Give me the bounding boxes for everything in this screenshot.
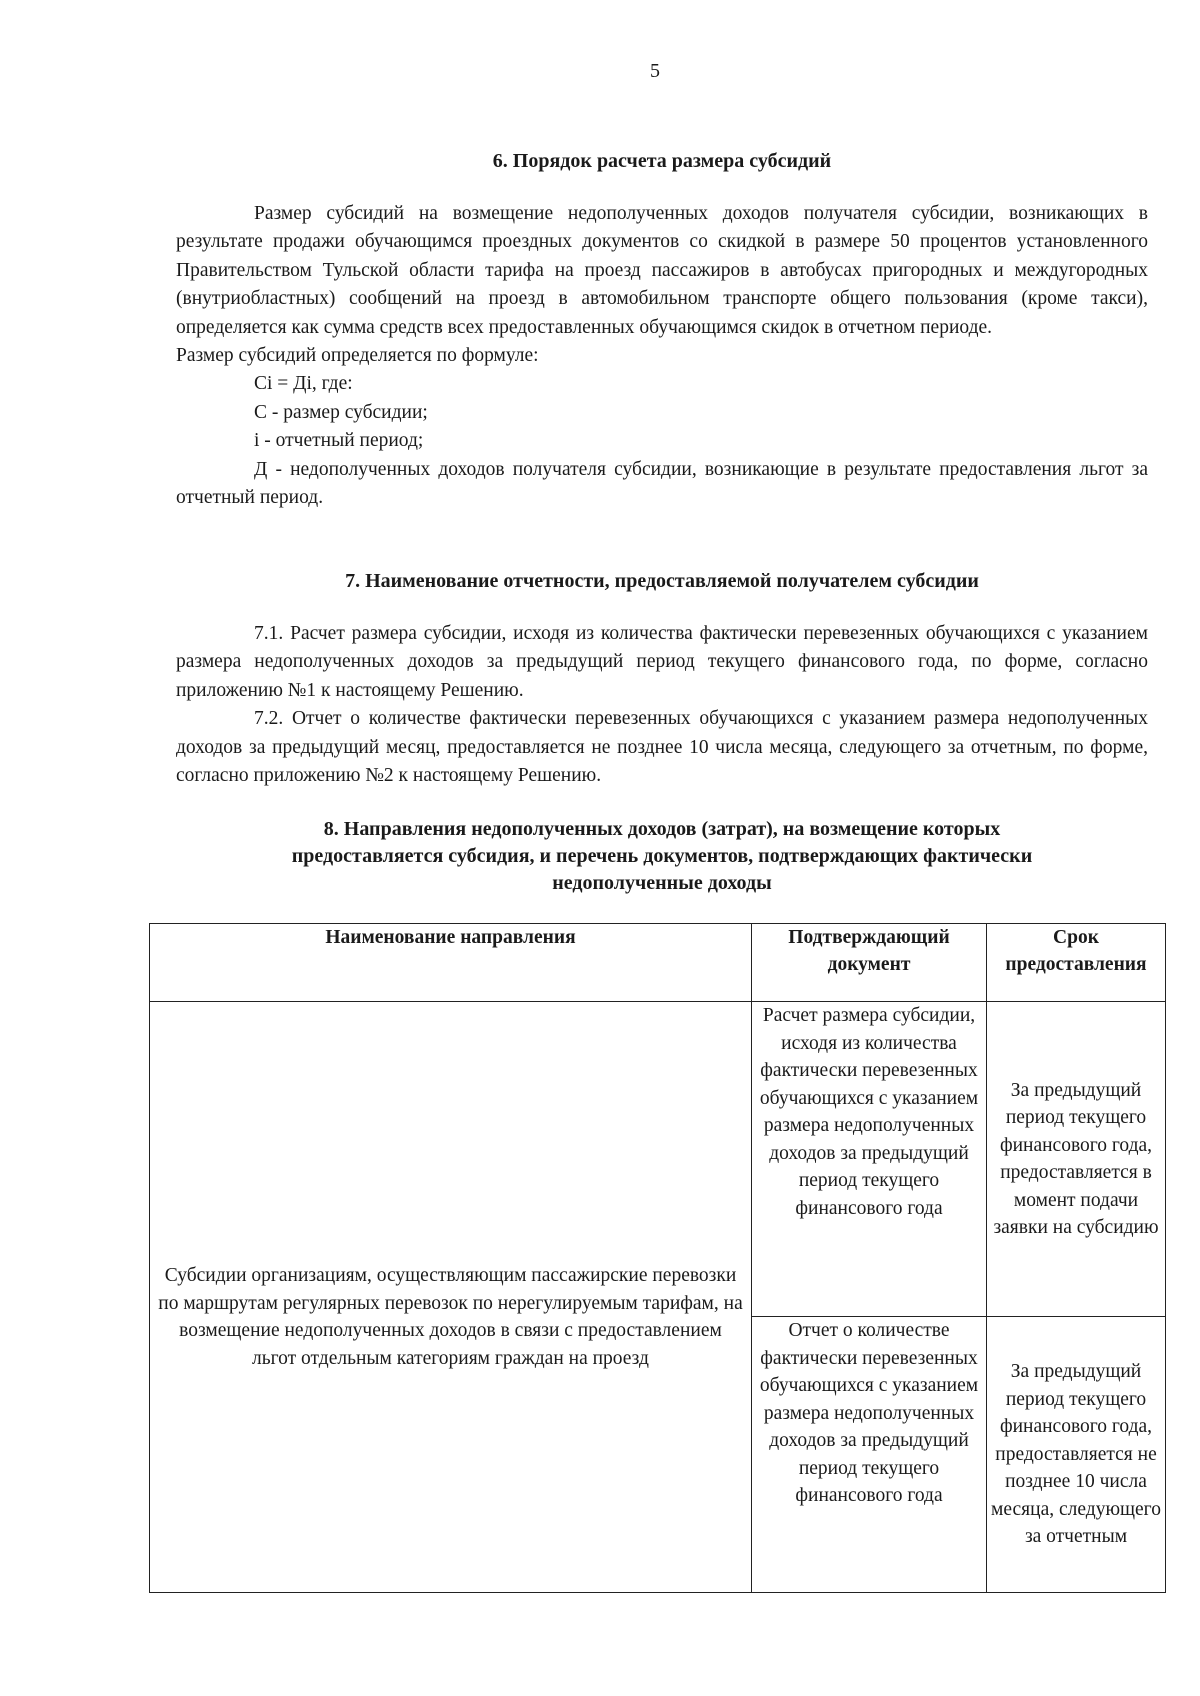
- header-term: Срок предоставления: [987, 924, 1166, 1002]
- formula-intro: Размер субсидий определяется по формуле:: [176, 345, 539, 367]
- definition-d: Д - недополученных доходов получателя субсидии, возникающие в результате предоставления льгот за отчетный период.: [176, 458, 1148, 509]
- definition-c: С - размер субсидии;: [254, 401, 428, 423]
- section-7-2: 7.2. Отчет о количестве фактически перевезенных обучающихся с указанием размера недополученных доходов за предыдущий месяц, предоставляется не позднее 10 числа месяца, следующего за отчетным, по форме, согласно приложению №2 к настоящему Решению.: [176, 708, 1148, 787]
- term-cell: За предыдущий период текущего финансового года, предоставляется не позднее 10 числа месяца, следующего за отчетным: [987, 1317, 1166, 1593]
- definition-i: i - отчетный период;: [254, 430, 424, 452]
- section-7-body: [176, 620, 1148, 790]
- section-8-title-line: 8. Направления недополученных доходов (затрат), на возмещение которых: [323, 818, 1001, 840]
- table-row: [150, 1002, 1166, 1317]
- section-8-title: [176, 816, 1148, 897]
- section-6-title: 6. Порядок расчета размера субсидий: [492, 150, 832, 172]
- term-cell: За предыдущий период текущего финансового года, предоставляется в момент подачи заявки на субсидию: [987, 1002, 1166, 1317]
- header-direction: Наименование направления: [150, 924, 752, 1002]
- section-7-title: 7. Наименование отчетности, предоставляемой получателем субсидии: [345, 570, 979, 592]
- page-number: 5: [650, 60, 660, 82]
- header-document: Подтверждающий документ: [752, 924, 987, 1002]
- section-6-body: [176, 200, 1148, 512]
- section-7-1: 7.1. Расчет размера субсидии, исходя из количества фактически перевезенных обучающихся с указанием размера недополученных доходов за предыдущий период текущего финансового года, по форме, согласно приложению №1 к настоящему Решению.: [176, 623, 1148, 701]
- section-8-title-line: недополученные доходы: [552, 872, 772, 894]
- document-cell: Отчет о количестве фактически перевезенных обучающихся с указанием размера недополученных доходов за предыдущий период текущего финансового года: [752, 1317, 987, 1593]
- document-cell: Расчет размера субсидии, исходя из количества фактически перевезенных обучающихся с указанием размера недополученных доходов за предыдущий период текущего финансового года: [752, 1002, 987, 1317]
- documents-table: [149, 923, 1166, 1593]
- formula: Сi = Дi, где:: [254, 373, 353, 395]
- section-6-paragraph: Размер субсидий на возмещение недополученных доходов получателя субсидии, возникающих в результате продажи обучающимся проездных документов со скидкой в размере 50 процентов установленного Правительством Тульской области тарифа на проезд пассажиров в автобусах пригородных и междугородных (внутриобластных) сообщений на проезд в автомобильном транспорте общего пользования (кроме такси), определяется как сумма средств всех предоставленных обучающимся скидок в отчетном периоде.: [176, 203, 1148, 338]
- direction-cell: Субсидии организациям, осуществляющим пассажирские перевозки по маршрутам регулярных перевозок по нерегулируемым тарифам, на возмещение недополученных доходов в связи с предоставлением льгот отдельным категориям граждан на проезд: [150, 1002, 752, 1593]
- section-8-title-line: предоставляется субсидия, и перечень документов, подтверждающих фактически: [291, 845, 1033, 867]
- table-header-row: [150, 924, 1166, 1002]
